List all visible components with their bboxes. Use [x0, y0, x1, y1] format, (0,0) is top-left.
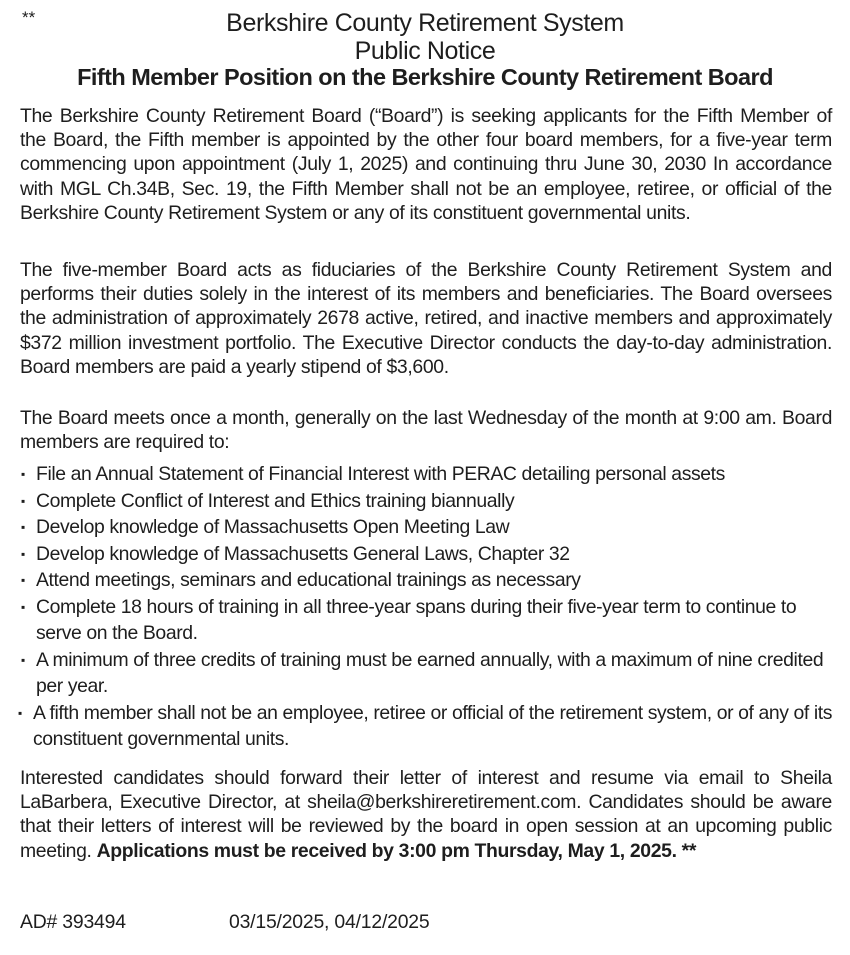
- corner-mark: **: [22, 8, 36, 27]
- notice-headline: Fifth Member Position on the Berkshire County Retirement Board: [77, 64, 773, 90]
- list-item: ▪ Attend meetings, seminars and educational trainings as necessary: [20, 567, 835, 594]
- list-item: ▪ Develop knowledge of Massachusetts General Laws, Chapter 32: [20, 541, 835, 568]
- application-deadline: Applications must be received by 3:00 pm Thursday, May 1, 2025. **: [96, 839, 697, 862]
- list-item: ▪ A minimum of three credits of training must be earned annually, with a maximum of nine credited per year.: [20, 647, 835, 700]
- requirements-list: [20, 461, 835, 753]
- application-instructions-paragraph: [20, 766, 832, 863]
- application-instructions-text: Interested candidates should forward their letter of interest and resume via email to Sheila LaBarbera, Executive Director, at sheila@berkshireretirement.​com. Candidates should be aware that their letters of interest will be reviewed by the board in open session at an upcoming public meeting.: [20, 767, 832, 862]
- list-item: ▪ A fifth member shall not be an employee, retiree or official of the retirement system, or of any of its constituent governmental units.: [20, 700, 835, 753]
- ad-number: AD# 393494: [20, 911, 126, 933]
- board-description-paragraph: The five-member Board acts as fiduciaries of the Berkshire County Retirement System and performs their duties solely in the interest of its members and beneficiaries. The Board oversees the administration of approximately 2678 active, retired, and inactive members and approximately $372 million investment portfolio. The Executive Director conducts the day-to-day administration. Board members are paid a yearly stipend of $3,600.: [20, 259, 832, 378]
- notice-type: Public Notice: [354, 37, 496, 65]
- list-item: ▪ Complete Conflict of Interest and Ethics training biannually: [20, 488, 835, 515]
- meeting-schedule-paragraph: The Board meets once a month, generally on the last Wednesday of the month at 9:00 am. Board members are required to:: [20, 407, 832, 454]
- notice-organization: Berkshire County Retirement System: [226, 9, 624, 37]
- intro-paragraph: The Berkshire County Retirement Board (“Board”) is seeking applicants for the Fifth Member of the Board, the Fifth member is appointed by the other four board members, for a five-year term commencing upon appointment (July 1, 2025) and continuing thru June 30, 2030 In accordance with MGL Ch.34B, Sec. 19, the Fifth Member shall not be an employee, retiree, or official of the Berkshire County Retirement System or any of its constituent governmental units.: [20, 105, 832, 224]
- list-item: ▪ File an Annual Statement of Financial Interest with PERAC detailing personal assets: [20, 461, 835, 488]
- list-item: ▪ Complete 18 hours of training in all three-year spans during their five-year term to continue to serve on the Board.: [20, 594, 835, 647]
- run-dates: 03/15/2025, 04/12/2025: [229, 911, 430, 933]
- list-item: ▪ Develop knowledge of Massachusetts Open Meeting Law: [20, 514, 835, 541]
